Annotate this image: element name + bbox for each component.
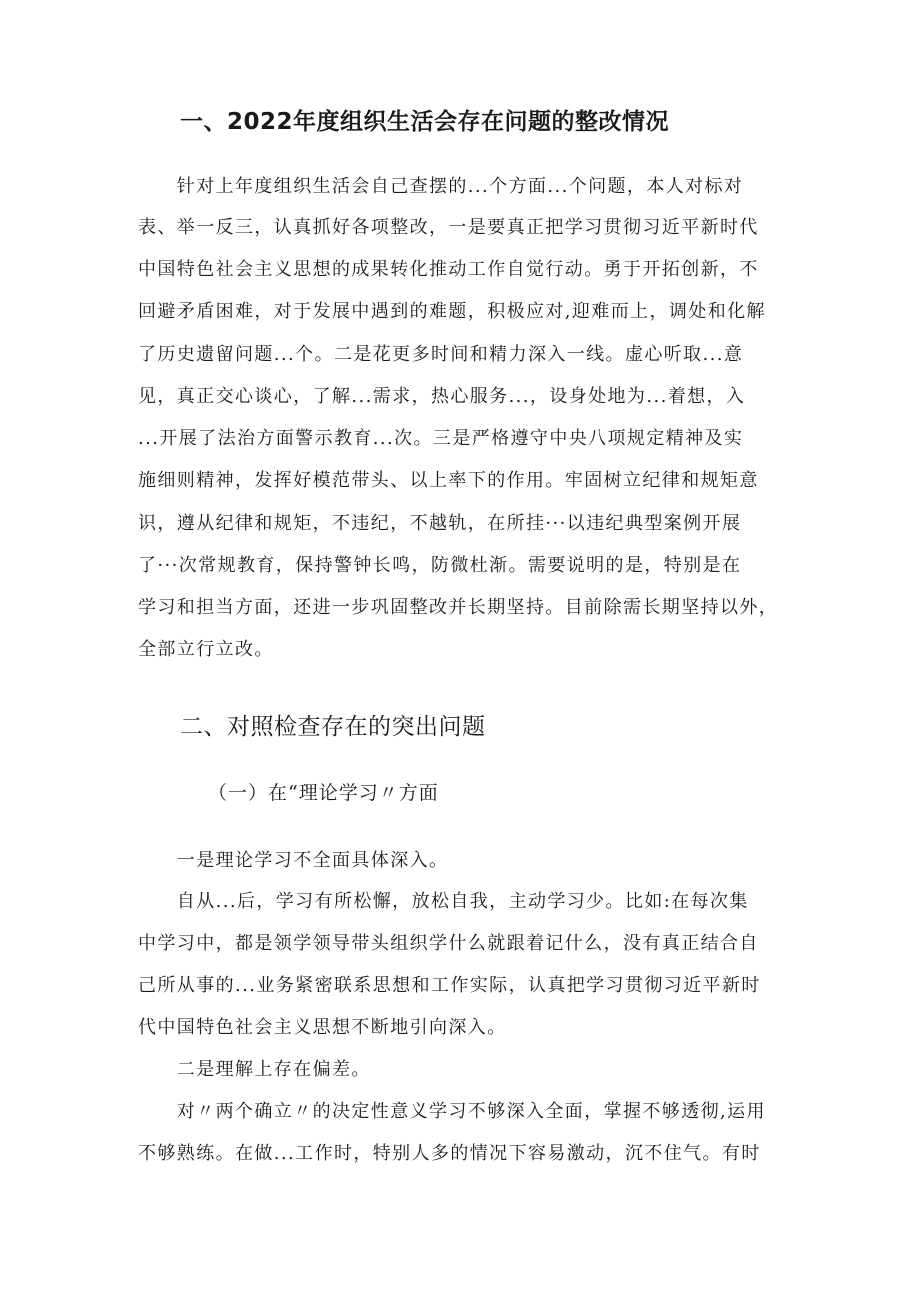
paragraph-line: 识，遵从纪律和规矩，不违纪，不越轨，在所挂···以违纪典型案例开展 bbox=[138, 513, 742, 534]
paragraph-line: 表、举一反三，认真抓好各项整改，一是要真正把学习贯彻习近平新时代 bbox=[138, 217, 759, 238]
paragraph-line: 中国特色社会主义思想的成果转化推动工作自觉行动。勇于开拓创新，不 bbox=[138, 259, 759, 280]
paragraph-line: 自从...后，学习有所松懈，放松自我，主动学习少。比如:在每次集 bbox=[138, 891, 749, 912]
paragraph-line: 二是理解上存在偏差。 bbox=[138, 1059, 371, 1080]
paragraph-line: 一是理论学习不全面具体深入。 bbox=[138, 850, 449, 871]
paragraph-line: 了···次常规教育，保持警钟长鸣，防微杜渐。需要说明的是，特别是在 bbox=[138, 555, 742, 576]
section2-title: 二、对照检查存在的突出问题 bbox=[180, 714, 486, 740]
paragraph-line: 了历史遗留问题...个。二是花更多时间和精力深入一线。虚心听取...意 bbox=[138, 344, 744, 365]
paragraph-line: 学习和担当方面，还进一步巩固整改并长期坚持。目前除需长期坚持以外， bbox=[138, 597, 779, 618]
subsection-title: （一）在“理论学习〃方面 bbox=[208, 782, 439, 804]
paragraph-line: 针对上年度组织生活会自己查摆的...个方面...个问题，本人对标对 bbox=[138, 176, 744, 197]
paragraph-line: 己所从事的...业务紧密联系思想和工作实际，认真把学习贯彻习近平新时 bbox=[138, 975, 761, 996]
paragraph-line: 施细则精神，发挥好模范带头、以上率下的作用。牢固树立纪律和规矩意 bbox=[138, 470, 759, 491]
paragraph-line: 不够熟练。在做...工作时，特别人多的情况下容易激动，沉不住气。有时 bbox=[138, 1143, 761, 1164]
paragraph-line: 中学习中，都是领学领导带头组织学什么就跟着记什么，没有真正结合自 bbox=[138, 933, 759, 954]
paragraph-line: 见，真正交心谈心，了解...需求，热心服务...，设身处地为...着想，入 bbox=[138, 386, 746, 407]
paragraph-line: 对〃两个确立〃的决定性意义学习不够深入全面，掌握不够透彻,运用 bbox=[138, 1101, 766, 1122]
paragraph-line: 全部立行立改。 bbox=[138, 639, 274, 660]
paragraph-line: 回避矛盾困难，对于发展中遇到的难题，积极应对,迎难而上，调处和化解 bbox=[138, 301, 766, 322]
paragraph-line: 代中国特色社会主义思想不断地引向深入。 bbox=[138, 1017, 507, 1038]
paragraph-line: ...开展了法治方面警示教育...次。三是严格遵守中央八项规定精神及实 bbox=[138, 428, 744, 449]
section1-title: 一、2022年度组织生活会存在问题的整改情况 bbox=[180, 109, 670, 135]
